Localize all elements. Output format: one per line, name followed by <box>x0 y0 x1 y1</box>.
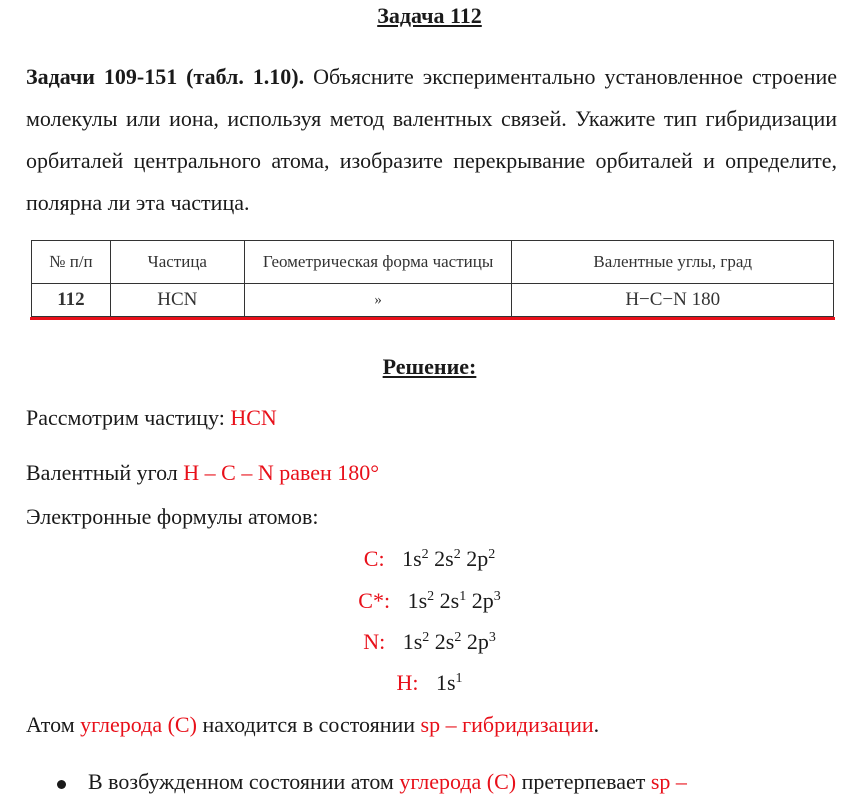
angle-line <box>26 459 379 487</box>
hybrid-post: . <box>593 712 600 737</box>
config-term: 1s <box>402 629 423 654</box>
hybrid-pre: Атом <box>26 712 75 737</box>
bullet-mid: претерпевает <box>521 769 646 794</box>
config-term: 2s <box>434 629 455 654</box>
table-header-row <box>32 241 834 284</box>
bullet-tail: sp – <box>650 769 687 794</box>
config-atom: C*: <box>358 588 391 613</box>
bullet-text <box>88 768 687 796</box>
header-angles: Валентные углы, град <box>512 241 834 284</box>
config-term: 1s <box>435 670 456 695</box>
config-exp: 2 <box>422 630 430 645</box>
config-exp: 3 <box>488 630 496 645</box>
particle-line <box>26 404 277 432</box>
hybrid-mid: находится в состоянии <box>202 712 416 737</box>
task-range: Задачи 109-151 (табл. 1.10). <box>26 64 305 89</box>
config-atom: N: <box>363 629 386 654</box>
hybridization-line <box>26 711 599 739</box>
bullet-atom: углерода (С) <box>399 769 517 794</box>
config-term: 2p <box>466 629 489 654</box>
task-text: Объясните экспериментально установленное строение молекулы или иона, используя метод валентных связей. Укажите тип гибридизации орбиталей центрального атома, изобразите перекрывание орбиталей и определите, полярна ли эта частица. <box>26 64 838 215</box>
config-c-excited <box>0 587 859 615</box>
config-term: 2p <box>466 546 489 571</box>
config-exp: 2 <box>453 547 461 562</box>
config-c <box>0 545 859 573</box>
header-particle: Частица <box>110 241 244 284</box>
config-n <box>0 628 859 656</box>
task-statement <box>26 56 837 224</box>
config-exp: 2 <box>488 547 496 562</box>
bullet-pre: В возбужденном состоянии атом <box>88 769 394 794</box>
page-title: Задача 112 <box>377 3 482 28</box>
hybrid-atom: углерода (С) <box>80 712 197 737</box>
header-geometry: Геометрическая форма частицы <box>244 241 512 284</box>
config-term: 2s <box>439 588 460 613</box>
config-exp: 1 <box>455 671 463 686</box>
hybrid-type: sp – гибридизации <box>420 712 594 737</box>
table-row <box>32 284 834 317</box>
solution-heading: Решение: <box>382 354 477 379</box>
config-term: 1s <box>407 588 428 613</box>
particle-label: Рассмотрим частицу: <box>26 405 225 430</box>
source-table <box>31 240 834 317</box>
config-exp: 2 <box>427 589 435 604</box>
config-term: 2p <box>471 588 494 613</box>
config-atom: H: <box>396 670 419 695</box>
angle-label: Валентный угол <box>26 460 178 485</box>
config-exp: 1 <box>459 589 467 604</box>
config-h <box>0 669 859 697</box>
config-exp: 2 <box>454 630 462 645</box>
particle-formula: HCN <box>230 405 277 430</box>
cell-number: 112 <box>32 284 111 317</box>
config-exp: 2 <box>421 547 429 562</box>
cell-angles: H−C−N 180 <box>512 284 834 317</box>
red-underline <box>30 317 835 320</box>
cell-particle: HCN <box>110 284 244 317</box>
angle-value: H – C – N равен 180° <box>183 460 380 485</box>
config-exp: 3 <box>493 589 501 604</box>
formulas-label: Электронные формулы атомов: <box>26 504 319 529</box>
config-term: 1s <box>402 546 422 571</box>
cell-geometry: » <box>244 284 512 317</box>
header-number: № п/п <box>32 241 111 284</box>
config-atom: C: <box>363 546 385 571</box>
config-term: 2s <box>434 546 454 571</box>
